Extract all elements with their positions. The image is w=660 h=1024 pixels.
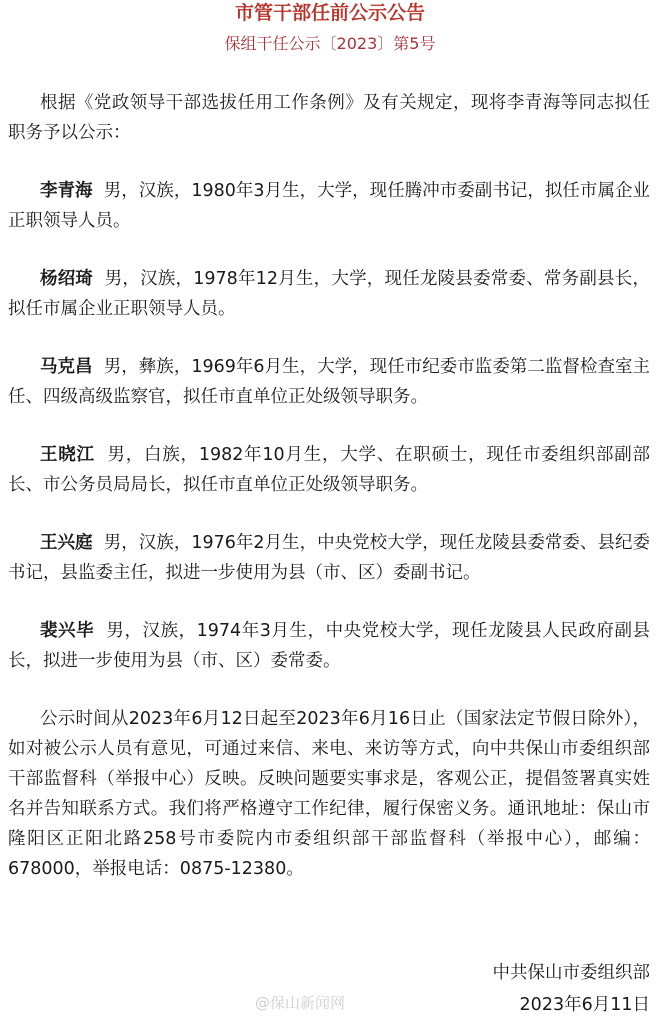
- intro-paragraph: 根据《党政领导干部选拔任用工作条例》及有关规定，现将李青海等同志拟任职务予以公示：: [8, 93, 650, 143]
- candidate-details: 男，汉族，1974年3月生，中央党校大学，现任龙陵县人民政府副县长，拟进一步使用为县（市、区）委常委。: [8, 621, 650, 671]
- candidate-entry: [8, 264, 650, 324]
- notice-paragraph: 公示时间从2023年6月12日起至2023年6月16日止（国家法定节假日除外），如对被公示人员有意见，可通过来信、来电、来访等方式，向中共保山市委组织部干部监督科（举报中心）反映。反映问题要实事求是，客观公正，提倡签署真实姓名并告知联系方式。我们将严格遵守工作纪律，履行保密义务。通讯地址：保山市隆阳区正阳北路258号市委院内市委组织部干部监督科（举报中心），邮编：678000，举报电话：0875-12380。: [8, 709, 650, 879]
- candidate-details: 男，汉族，1978年12月生，大学，现任龙陵县委常委、常务副县长，拟任市属企业正职领导人员。: [8, 269, 650, 319]
- candidate-entry: [8, 440, 650, 500]
- candidate-name: 王晓江: [40, 445, 95, 465]
- candidate-name: 裴兴毕: [40, 621, 95, 641]
- candidate-name: 杨绍琦: [40, 269, 94, 289]
- candidate-entry: [8, 616, 650, 676]
- candidate-entry: [8, 176, 650, 236]
- document-number: 保组干任公示〔2023〕第5号: [224, 34, 436, 53]
- signature-org: 中共保山市委组织部: [492, 963, 650, 983]
- candidate-entry: [8, 528, 650, 588]
- announcement-body: [8, 88, 650, 912]
- candidate-details: 男，汉族，1976年2月生，中央党校大学，现任龙陵县委常委、县纪委书记，县监委主任，拟进一步使用为县（市、区）委副书记。: [8, 533, 650, 583]
- candidate-name: 马克昌: [40, 357, 93, 377]
- watermark: @保山新闻网: [255, 994, 346, 1012]
- signature-date: 2023年6月11日: [519, 995, 650, 1015]
- candidate-details: 男，汉族，1980年3月生，大学，现任腾冲市委副书记，拟任市属企业正职领导人员。: [8, 181, 650, 231]
- candidate-details: 男，彝族，1969年6月生，大学，现任市纪委市监委第二监督检查室主任、四级高级监察官，拟任市直单位正处级领导职务。: [8, 357, 650, 407]
- candidate-name: 王兴庭: [40, 533, 93, 553]
- page-title: 市管干部任前公示公告: [234, 2, 425, 24]
- candidate-details: 男，白族，1982年10月生，大学、在职硕士，现任市委组织部副部长、市公务员局局长，拟任市直单位正处级领导职务。: [8, 445, 650, 495]
- candidate-name: 李青海: [40, 181, 93, 201]
- candidate-entry: [8, 352, 650, 412]
